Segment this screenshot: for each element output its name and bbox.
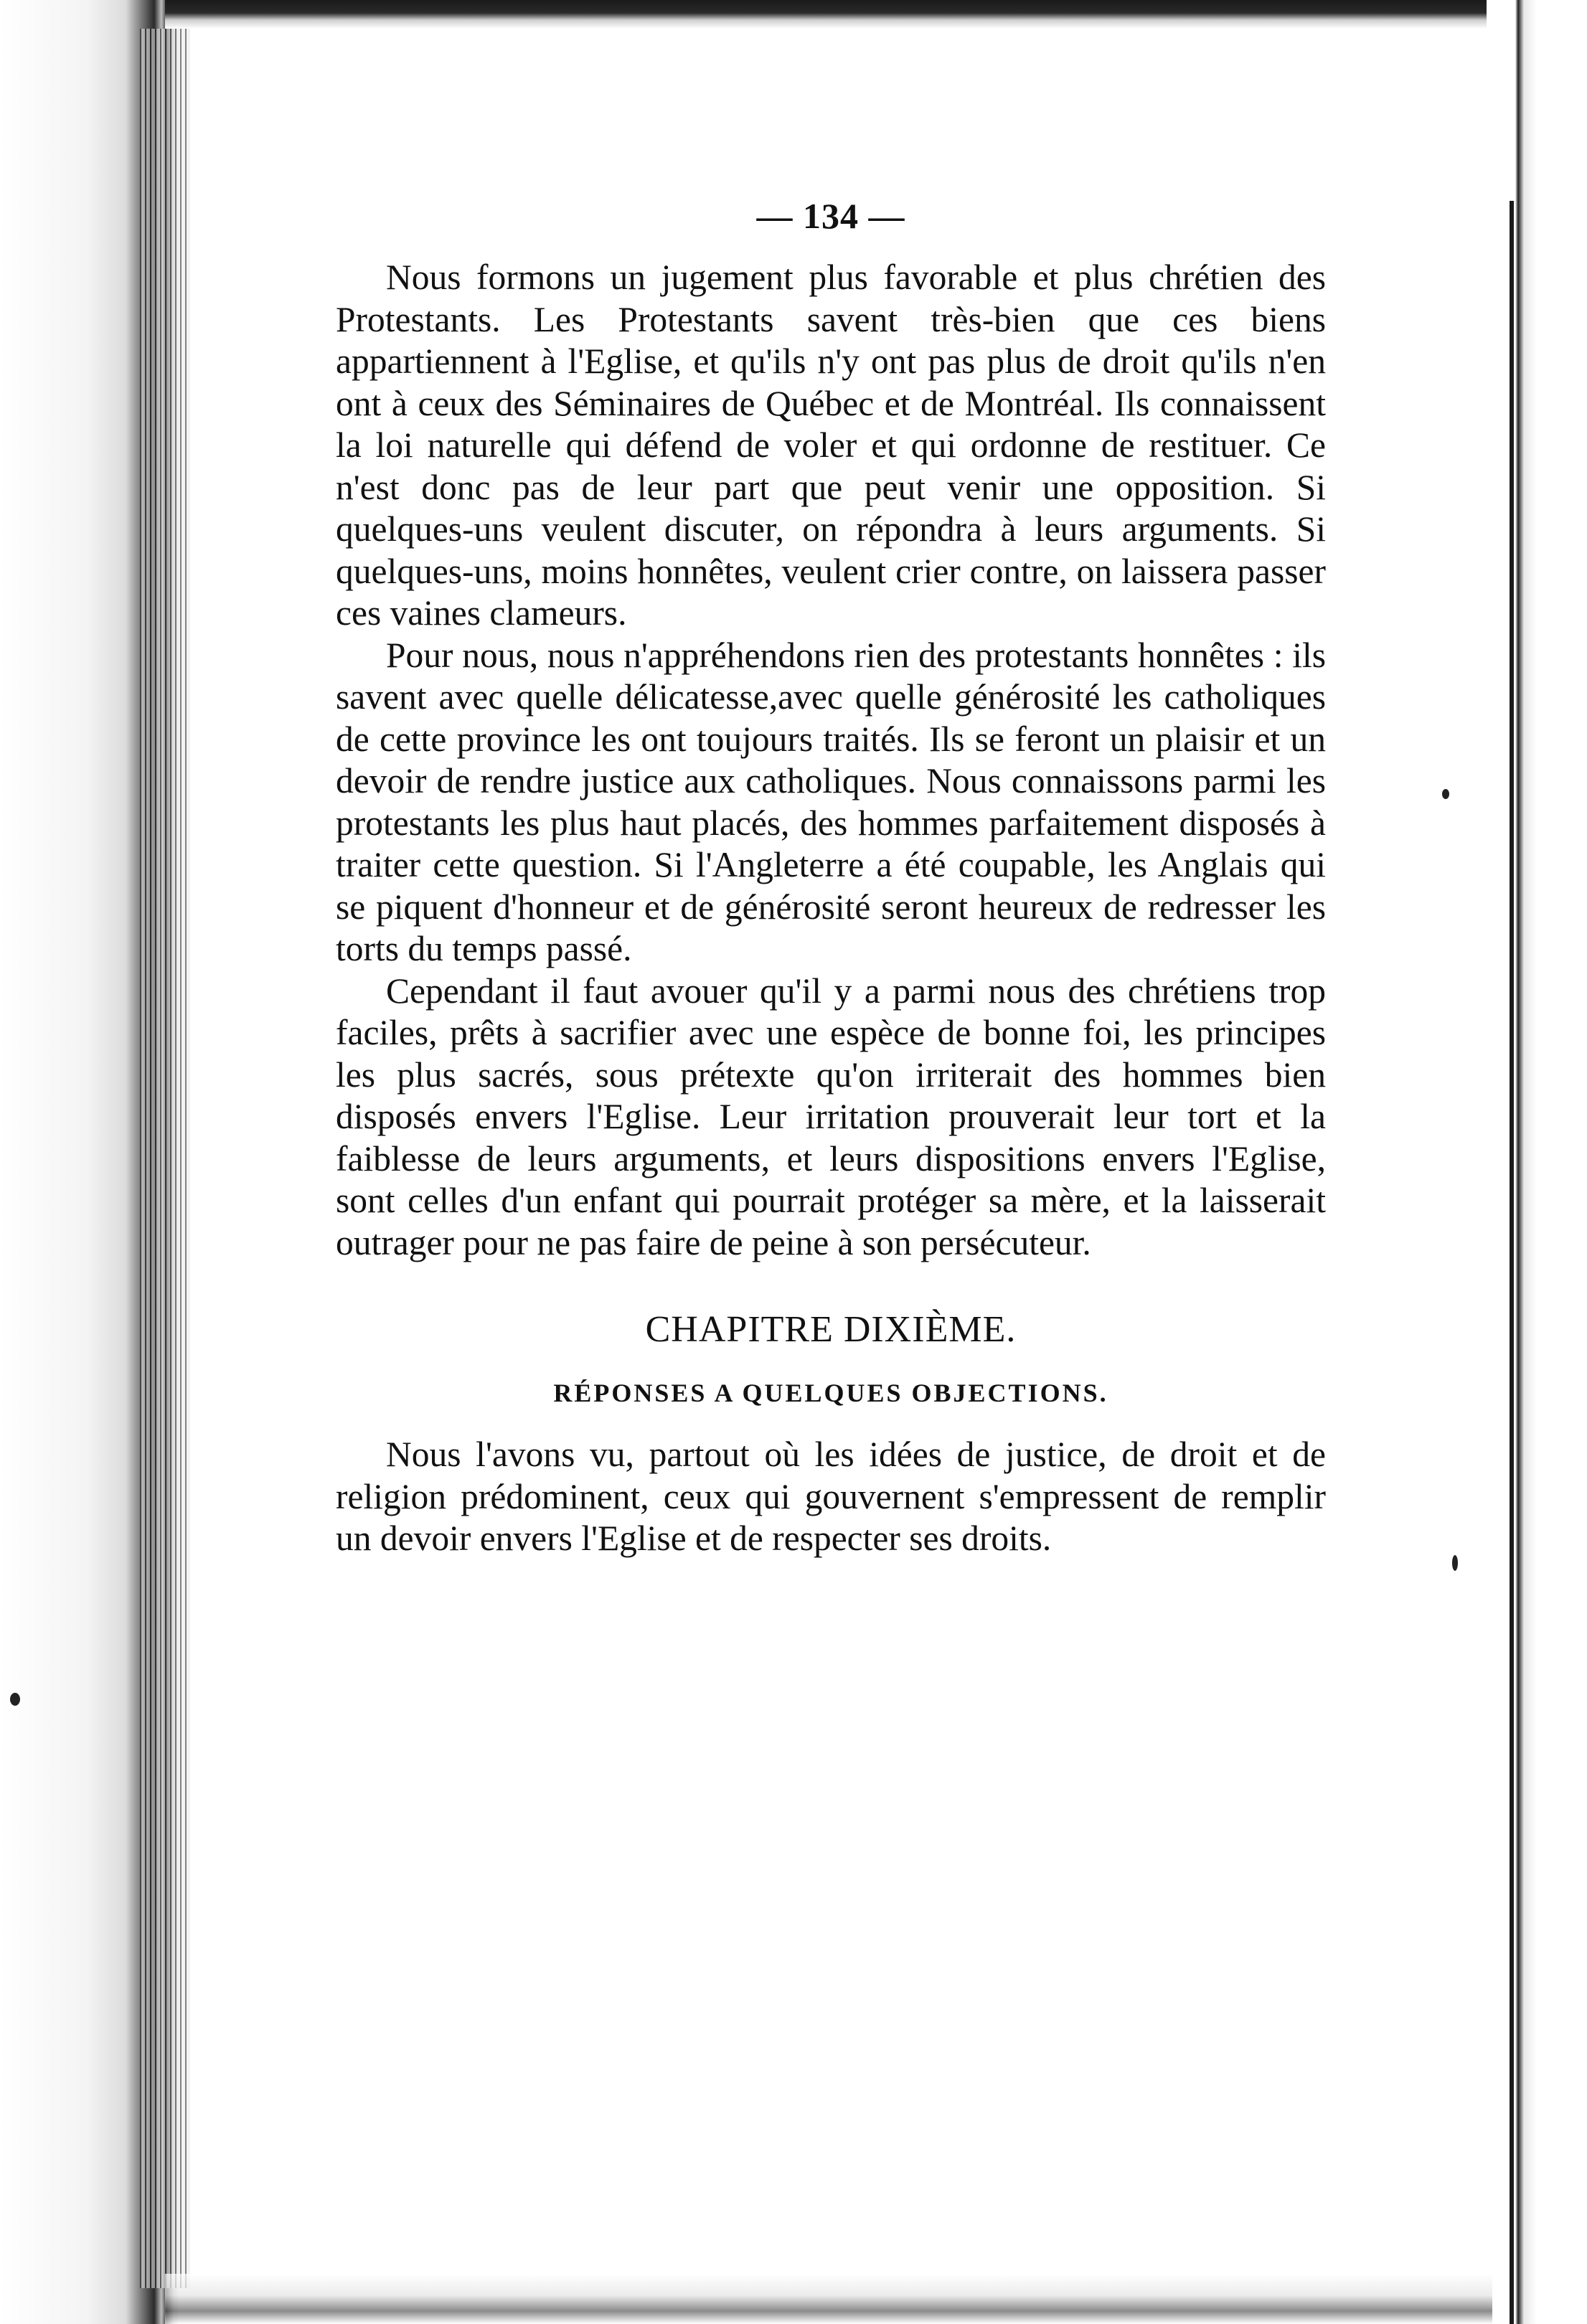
page-content (336, 179, 1326, 1560)
page-right-border (1510, 201, 1514, 2324)
scan-top-edge (165, 0, 1492, 29)
scan-speck (10, 1693, 20, 1706)
paragraph-protestants: Nous formons un jugement plus favorable et plus chrétien des Protestants. Les Protestants savent très-bien que ces biens appartiennent à l'Eglise, et qu'ils n'y ont pas plus de droit qu'ils n'en ont à ceux des Séminaires de Québec et de Montréal. Ils connaissent la loi naturelle qui défend de voler et qui ordonne de restituer. Ce n'est donc pas de leur part que peut venir une opposition. Si quelques-uns veulent discuter, on répondra à leurs arguments. Si quelques-uns, moins honnêtes, veulent crier contre, on laissera passer ces vaines clameurs. (336, 258, 1326, 633)
chapter-title: CHAPITRE DIXIÈME. (645, 1309, 1017, 1350)
paragraph-protestants-honnetes: Pour nous, nous n'appréhendons rien des protestants honnêtes : ils savent avec quelle délicatesse,avec quelle générosité les catholiques de cette province les ont toujours traités. Ils se feront un plaisir et un devoir de rendre justice aux catholiques. Nous connaissons parmi les protestants les plus haut placés, des hommes parfaitement disposés à traiter cette question. Si l'Angleterre a été coupable, les Anglais qui se piquent d'honneur et de générosité seront heureux de redresser les torts du temps passé. (336, 635, 1326, 968)
scan-speck (1452, 1555, 1458, 1571)
scan-right-edge (1487, 0, 1587, 2324)
paragraph-chretiens-faciles: Cependant il faut avouer qu'il y a parmi nous des chrétiens trop faciles, prêts à sacrifier avec une espèce de bonne foi, les principes les plus sacrés, sous prétexte qu'on irriterait des hommes bien disposés envers l'Eglise. Leur irritation prouverait leur tort et la faiblesse de leurs arguments, et leurs dispositions envers l'Eglise, sont celles d'un enfant qui pourrait protéger sa mère, et la laisserait outrager pour ne pas faire de peine à son persécuteur. (336, 970, 1326, 1262)
chapter-subtitle: RÉPONSES A QUELQUES OBJECTIONS. (553, 1379, 1108, 1407)
scan-bottom-edge (165, 2274, 1492, 2324)
page-number: — 134 — (756, 196, 905, 236)
paragraph-chapter-opening: Nous l'avons vu, partout où les idées de justice, de droit et de religion prédominent, ceux qui gouvernent s'empressent de remplir un devoir envers l'Eglise et de respecter ses droits. (336, 1435, 1326, 1558)
page-stack-edge (140, 29, 190, 2288)
scan-speck (1442, 789, 1449, 799)
